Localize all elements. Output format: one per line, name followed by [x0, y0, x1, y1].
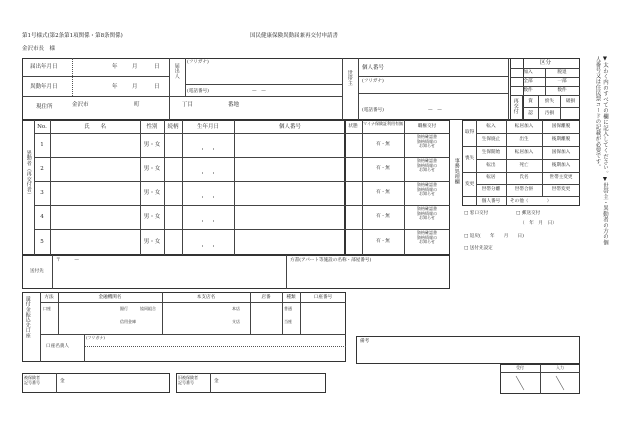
office-cell: 後期加入	[551, 163, 571, 168]
city: 金沢市	[72, 102, 89, 108]
row-gender[interactable]: 男・女	[143, 142, 161, 148]
building-note: 方書(アパート等施設の名称・部屋番号)	[290, 258, 372, 263]
type-toza[interactable]: 当座	[284, 319, 292, 324]
stamp-received: 受付	[516, 365, 524, 370]
row-birth-dots: ・ ・	[199, 219, 217, 225]
top-section	[22, 58, 524, 120]
row-myna[interactable]: 有・無	[376, 239, 390, 244]
office-cell: 転出	[486, 163, 496, 168]
office-cell: 世帯合併	[514, 187, 534, 192]
notifier-furigana: (フリガナ)	[187, 60, 209, 65]
householder-personal-no: 個人番号	[362, 65, 385, 71]
mail-delivery-checkbox[interactable]: □ 郵送交付	[516, 211, 541, 216]
office-cell: 国保加入	[551, 150, 571, 155]
col-relation: 続柄	[167, 124, 179, 130]
office-other: その他（ ）	[510, 199, 552, 204]
office-group-3: 変更	[465, 182, 475, 187]
col-no: No.	[37, 124, 47, 130]
kubun-title: 区分	[540, 60, 552, 66]
holder-label: 口座名義人	[46, 344, 69, 349]
bank-name-label: 金融機関名	[98, 295, 122, 300]
row-card: 資格確認書 資格情報の お知らせ	[417, 206, 437, 221]
row-no: 4	[40, 214, 44, 220]
members-table	[22, 120, 346, 255]
office-cell: 死亡	[519, 163, 529, 168]
send-address-row	[22, 255, 450, 289]
send-setting-checkbox[interactable]: □ 送付先設定	[464, 246, 493, 251]
reissue-shi: 資	[528, 99, 533, 104]
bank-kind-coop[interactable]: 協同組合	[140, 306, 156, 311]
postal-code: 〒 —	[56, 258, 79, 263]
notifier-label: 届出人	[173, 63, 180, 79]
remarks-box	[356, 336, 580, 364]
col-personal-no: 個人番号	[278, 124, 301, 130]
row-no: 5	[40, 239, 44, 245]
insurer-no-label: 被保険者 記号番号	[24, 375, 40, 385]
row-card: 資格確認書 資格情報の お知らせ	[417, 182, 437, 197]
householder-furigana: (フリガナ)	[362, 79, 384, 84]
branch-name-label: 本支店名	[196, 295, 216, 300]
col-name: 氏 名	[83, 124, 106, 130]
change-day: 日	[154, 84, 160, 90]
office-cell: 世帯分離	[481, 187, 501, 192]
office-label: 事務処理欄	[453, 158, 460, 185]
office-cell: 転居加入	[514, 150, 534, 155]
office-cell: 氏名	[519, 175, 529, 180]
row-birth-dots: ・ ・	[199, 171, 217, 177]
col-myna: マイナ保険証利用有無	[363, 121, 403, 126]
row-card: 資格確認書 資格情報の お知らせ	[417, 134, 437, 149]
window-delivery-checkbox[interactable]: □ 窓口交付	[464, 211, 489, 216]
row-birth-dots: ・ ・	[199, 195, 217, 201]
form-title: 国民健康保険異動届兼再交付申請書	[250, 33, 339, 39]
notifier-phone-dash: — —	[252, 89, 266, 94]
row-birth-dots: ・ ・	[199, 147, 217, 153]
row-myna[interactable]: 有・無	[376, 166, 390, 171]
col-birth: 生年月日	[196, 124, 219, 130]
row-gender[interactable]: 男・女	[143, 239, 161, 245]
bank-kind-shinkin[interactable]: 信用金庫	[120, 319, 136, 324]
shop-label: 店番	[261, 295, 271, 300]
reissue-nin: 認	[528, 111, 533, 116]
method-account[interactable]: 口座	[43, 306, 51, 311]
reissue-label: 再交付	[512, 98, 519, 114]
row-gender[interactable]: 男・女	[143, 214, 161, 220]
address-label: 現住所	[36, 104, 53, 110]
side-note: ▼太わく内のすべての欄に記入してください。▼世帯主・異動者の方の個人番号又は住民票コードの記載が必要です。	[594, 56, 608, 246]
office-cell: 転入	[486, 124, 496, 129]
banchi: 番地	[228, 102, 240, 108]
reissue-hason: 破損	[565, 99, 576, 104]
stamp-diagonals	[500, 372, 580, 394]
row-myna[interactable]: 有・無	[376, 142, 390, 147]
householder-phone: (電話番号)	[362, 108, 384, 113]
send-address-label: 送付先	[30, 269, 44, 274]
kubun-count-1: 数件	[523, 88, 533, 93]
office-cell: 後期離脱	[551, 137, 571, 142]
office-group-1: 取得	[465, 130, 475, 135]
kubun-dattai: 脱退	[557, 70, 567, 75]
change-month: 月	[132, 84, 138, 90]
office-cell: 出生	[519, 137, 529, 142]
office-group-2: 喪失	[465, 156, 475, 161]
form-number: 第1号様式(第2条第1項関係・第8条関係)	[22, 33, 123, 39]
return-checkbox[interactable]: □ 返戻( 年 月 日)	[464, 234, 524, 239]
bank-side-label: 還付金振込先口座	[24, 296, 31, 339]
office-cell: 国保離脱	[551, 124, 571, 129]
row-no: 2	[40, 166, 44, 172]
row-birth-dots: ・ ・	[199, 244, 217, 250]
row-no: 3	[40, 190, 44, 196]
bank-kind-bank[interactable]: 銀行	[120, 306, 128, 311]
householder-label: 世帯主	[346, 70, 353, 86]
office-cell: 生保開始	[481, 150, 501, 155]
kubun-count-2: 数件	[557, 88, 567, 93]
remarks-label: 備考	[360, 339, 370, 344]
kubun-ichibu: 一部	[557, 79, 567, 84]
filing-month: 月	[132, 64, 138, 70]
stamp-input: 入力	[556, 365, 564, 370]
row-no: 1	[40, 142, 44, 148]
office-cell: 世帯主変更	[549, 175, 573, 180]
row-gender[interactable]: 男・女	[143, 166, 161, 172]
kubun-zenbu: 全部	[523, 79, 533, 84]
notifier-phone: (電話番号)	[187, 89, 209, 94]
office-cell: 世帯変更	[551, 187, 571, 192]
mail-date: （ 年 月 日）	[520, 221, 557, 226]
addressee: 金沢市長 様	[22, 46, 56, 52]
bank-method-label: 方法	[44, 295, 54, 300]
type-label: 種類	[286, 295, 296, 300]
filing-date-label: 届出年月日	[30, 64, 58, 70]
type-futsu[interactable]: 普通	[284, 306, 292, 311]
office-cell: 生保廃止	[481, 137, 501, 142]
members-side-label: 異動者（再交付者）	[25, 150, 32, 198]
kubun-kanyu: 加入	[523, 70, 533, 75]
householder-phone-dash: — —	[428, 108, 442, 113]
cho: 町	[134, 102, 140, 108]
reissue-funshitsu: 紛失	[544, 99, 555, 104]
col-gender: 性別	[146, 124, 158, 130]
change-date-label: 異動年月日	[30, 84, 58, 90]
prev-insurer-no-label: 旧被保険者 記号番号	[178, 375, 198, 385]
row-myna[interactable]: 有・無	[376, 190, 390, 195]
row-card: 資格確認書 資格情報の お知らせ	[417, 230, 437, 245]
col-status: 状態	[348, 124, 358, 129]
row-myna[interactable]: 有・無	[376, 214, 390, 219]
filing-day: 日	[154, 64, 160, 70]
office-cell: 転居	[486, 175, 496, 180]
row-gender[interactable]: 男・女	[143, 190, 161, 196]
insurer-kin: 金	[60, 379, 65, 384]
filing-year: 年	[112, 64, 118, 70]
change-year: 年	[112, 84, 118, 90]
office-personal-no: 個人番号	[481, 199, 501, 204]
reissue-oson: 汚損	[544, 111, 555, 116]
prev-insurer-kin: 金	[214, 379, 219, 384]
office-cell: 転居加入	[514, 124, 534, 129]
holder-furigana: (フリガナ)	[86, 335, 105, 340]
branch-shiten[interactable]: 支店	[232, 319, 240, 324]
col-card: 職権交付	[417, 124, 437, 129]
chome: 丁目	[182, 102, 194, 108]
row-card: 資格確認書 資格情報の お知らせ	[417, 158, 437, 173]
account-no-label: 口座番号	[313, 295, 333, 300]
branch-honten[interactable]: 本店	[232, 306, 240, 311]
